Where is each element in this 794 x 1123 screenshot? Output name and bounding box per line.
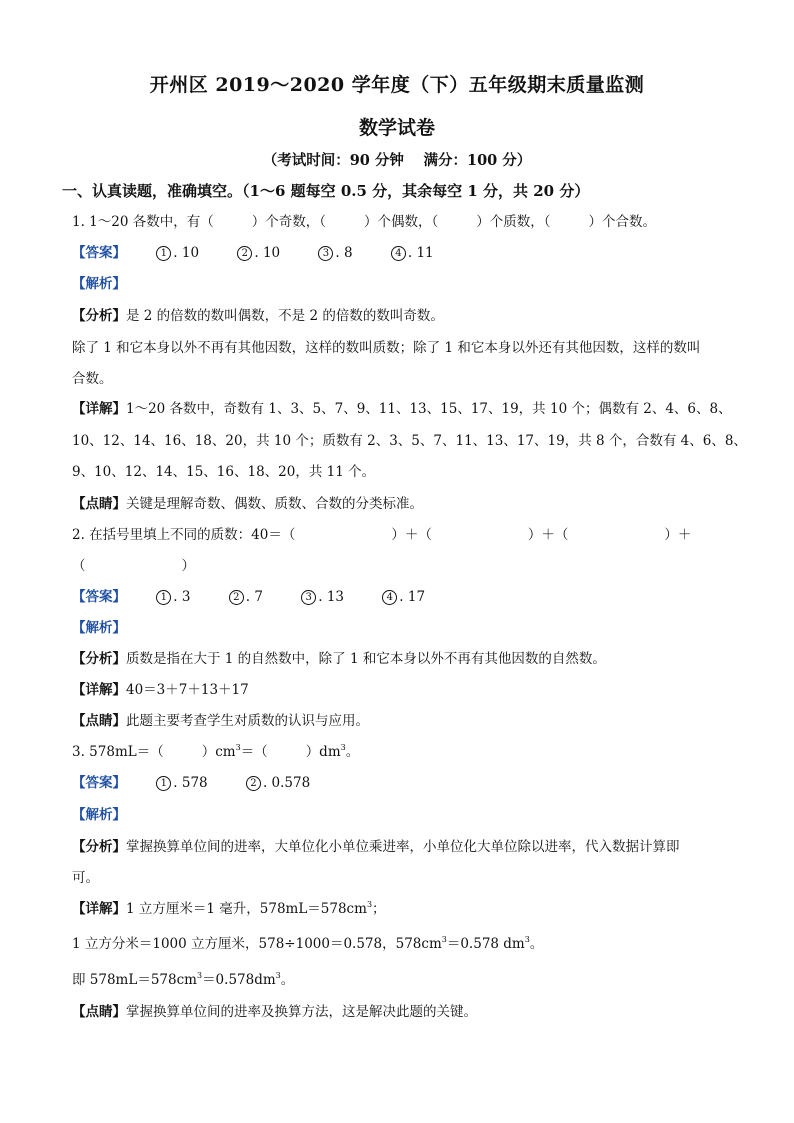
- q3-answer: [72, 773, 344, 793]
- q3-dianjing: 【点睛】掌握换算单位间的进率及换算方法，这是解决此题的关键。: [72, 1004, 477, 1020]
- q1-analysis-label: 【解析】: [72, 276, 126, 292]
- answer-item: 3 . 8: [318, 243, 352, 263]
- section-heading: 一、认真读题，准确填空。（1～6 题每空 0.5 分，其余每空 1 分，共 20 分）: [62, 182, 590, 200]
- q3-xiangjie-2: 1 立方分米＝1000 立方厘米，578÷1000＝0.578，$578cm^3=0.578$ $dm^3$。: [72, 935, 544, 952]
- q3-analysis-label: 【解析】: [72, 807, 126, 823]
- q3-xiangjie: 【详解】1 立方厘米＝1 毫升，$578mL=578cm^3$；: [72, 900, 386, 917]
- q2-xiangjie: 【详解】40＝3＋7＋13＋17: [72, 682, 249, 698]
- q1-xiangjie-2: 10、12、14、16、18、20，共 10 个；质数有 2、3、5、7、11、13、17、19，共 8 个，合数有 4、6、8、: [72, 433, 747, 449]
- answer-label: 【答案】: [72, 589, 126, 605]
- q1-fenxi-2: 除了 1 和它本身以外不再有其他因数，这样的数叫质数；除了 1 和它本身以外还有其他因数，这样的数叫: [72, 340, 701, 356]
- q1-dianjing: 【点睛】关键是理解奇数、偶数、质数、合数的分类标准。: [72, 496, 423, 512]
- q2-stem-2: （ ）: [72, 558, 195, 574]
- q1-xiangjie-3: 9、10、12、14、15、16、18、20，共 11 个。: [72, 464, 376, 480]
- q1-stem: 1. 1～20 各数中，有（ ）个奇数，（ ）个偶数，（ ）个质数，（ ）个合数。: [72, 214, 656, 230]
- answer-item: 1 . 578: [156, 773, 207, 793]
- answer-label: 【答案】: [72, 775, 126, 791]
- q1-fenxi: 【分析】是 2 的倍数的数叫偶数，不是 2 的倍数的数叫奇数。: [72, 308, 444, 324]
- q2-dianjing: 【点睛】此题主要考查学生对质数的认识与应用。: [72, 713, 369, 729]
- q1-xiangjie: 【详解】1～20 各数中，奇数有 1、3、5、7、9、11、13、15、17、19，共 10 个；偶数有 2、4、6、8、: [72, 401, 732, 417]
- answer-item: 4 . 11: [391, 243, 434, 263]
- answer-item: 1 . 3: [156, 587, 190, 607]
- q2-stem: 2. 在括号里填上不同的质数：40＝（ ）＋（ ）＋（ ）＋: [72, 527, 692, 543]
- q2-answer: [72, 587, 459, 607]
- q1-answer: [72, 243, 468, 263]
- answer-item: 1 . 10: [156, 243, 199, 263]
- q3-fenxi-2: 可。: [72, 870, 99, 886]
- exam-subtitle: 数学试卷: [358, 117, 435, 139]
- answer-item: 2 . 10: [237, 243, 280, 263]
- answer-item: 3 . 13: [301, 587, 344, 607]
- answer-label: 【答案】: [72, 245, 126, 261]
- exam-title: 开州区 2019～2020 学年度（下）五年级期末质量监测: [149, 74, 645, 96]
- q3-stem: 3. 578mL＝（ ）$cm^3=$（ ）$dm^3$。: [72, 743, 360, 760]
- q2-fenxi: 【分析】质数是指在大于 1 的自然数中，除了 1 和它本身以外不再有其他因数的自然数。: [72, 651, 606, 667]
- q1-fenxi-3: 合数。: [72, 371, 113, 387]
- answer-item: 2 . 0.578: [246, 773, 310, 793]
- answer-item: 2 . 7: [229, 587, 263, 607]
- answer-item: 4 . 17: [382, 587, 425, 607]
- q2-analysis-label: 【解析】: [72, 620, 126, 636]
- q3-fenxi: 【分析】掌握换算单位间的进率，大单位化小单位乘进率，小单位化大单位除以进率，代入数据计算即: [72, 839, 680, 855]
- exam-meta: （考试时间：90 分钟 满分：100 分）: [262, 152, 532, 169]
- q3-xiangjie-3: 即 $578mL=578cm^3=0.578dm^3$。: [72, 971, 295, 988]
